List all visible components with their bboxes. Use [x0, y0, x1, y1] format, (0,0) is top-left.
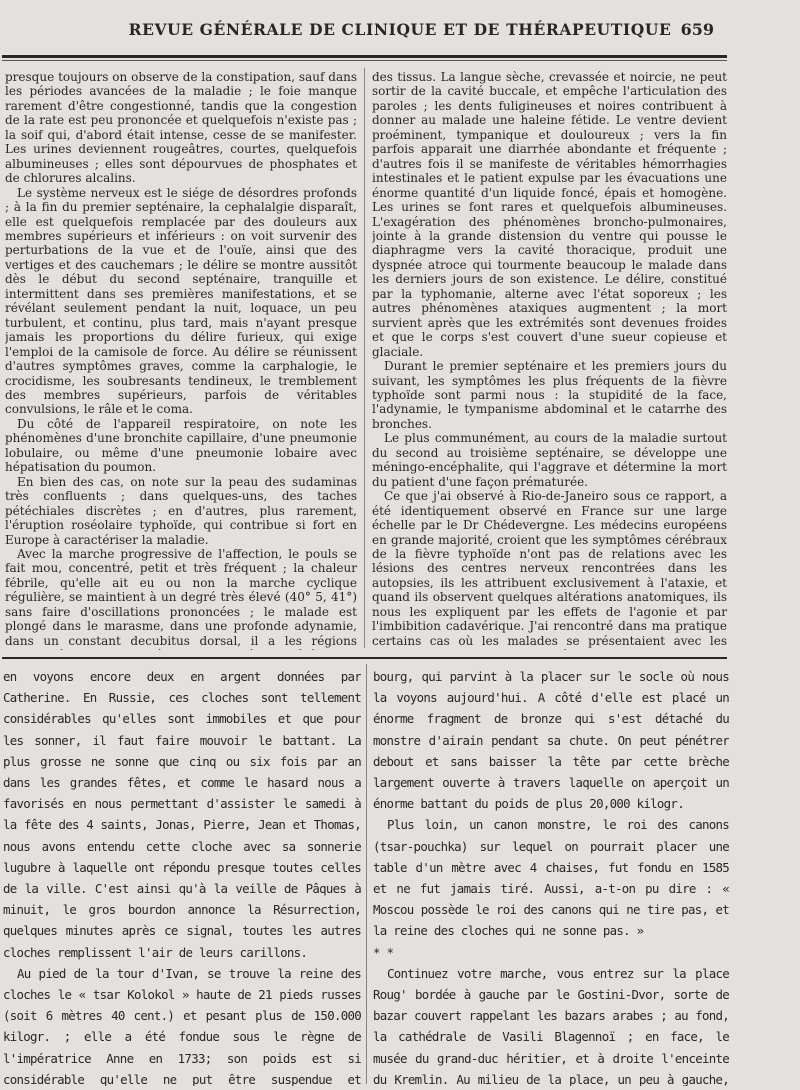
paragraph: Le plus communément, au cours de la maladie surtout du second au troisième septénaire, se développe une méningo-encéphalite, qui l'aggrave et détermine la mort du patient d'une façon prématurée.: [372, 431, 727, 489]
section-separator: * *: [373, 944, 394, 960]
paragraph: en voyons encore deux en argent données par Catherine. En Russie, ces cloches sont tellement considérables qu'elles sont immobiles et que pour les sonner, il faut faire mouvoir le battant. La plus grosse ne sonne que cinq ou six fois par an dans les grandes fêtes, et comme le hasard nous a favorisés en nous permettant d'assister le samedi à la fête des 4 saints, Jonas, Pierre, Jean et Thomas, nous avons entendu cette cloche avec sa sonnerie lugubre à laquelle ont répondu presque toutes celles de la ville. C'est ainsi qu'à la veille de Pâques à minuit, le gros bourdon annonce la Résurrection, quelques minutes après ce signal, toutes les autres cloches remplissent l'air de leurs carillons.: [3, 669, 361, 960]
medical-article-left-column: [5, 70, 357, 650]
running-header: [0, 18, 800, 44]
paragraph: Avec la marche progressive de l'affection, le pouls se fait mou, concentré, petit et très fréquent ; la chaleur fébrile, qu'elle ait eu ou non la marche cyclique régulière, se maintient à un degré très élevé (40° 5, 41°) sans faire d'oscillations prononcées ; le malade est plongé dans le marasme, dans une profonde adynamie, dans un constant decubitus dorsal, il a les régions: [5, 546, 357, 648]
feuilleton-right-column: [373, 666, 729, 1086]
header-rule: [2, 55, 727, 58]
paragraph: Ce que j'ai observé à Rio-de-Janeiro sous ce rapport, a été identiquement observé en France sur une large échelle par le Dr Chédevergne. Les médecins européens en grande majorité, croient que les symptômes cérébraux de la fièvre typhoïde n'ont pas de relations avec les lésions des centres nerveux rencontrées dans les autopsies, ils les attribuent exclusivement à l'ataxie, et quand ils observent quelques altérations anatomiques, ils nous les expliquent par les effets de l'agonie et par l'imbibition cadavérique. J'ai rencontré dans ma pratique certains cas où les malades se présentaient avec les: [372, 489, 727, 648]
paragraph: bourg, qui parvint à la placer sur le socle où nous la voyons aujourd'hui. A côté d'elle est placé un énorme fragment de bronze qui s'est détaché du monstre d'airain pendant sa chute. On peut pénétrer debout et sans baisser la tête par cette brèche largement ouverte à travers laquelle on aperçoit un énorme battant du poids de plus 20,000 kilogr.: [373, 669, 729, 812]
column-divider: [366, 664, 367, 1084]
feuilleton-left-column: [3, 666, 361, 1086]
page-number: 659: [680, 20, 714, 39]
feuilleton-rule: [2, 657, 727, 659]
paragraph: Au pied de la tour d'Ivan, se trouve la reine des cloches le « tsar Kolokol » haute de 21 pieds russes (soit 6 mètres 40 cent.) et pesant plus de 150.000 kilogr. ; elle a été fondue sous le règne de l'impératrice Anne en 1733; son poids est si considérable qu'elle ne put être suspendue et: [3, 965, 361, 1086]
column-divider: [364, 68, 365, 648]
journal-title: REVUE GÉNÉRALE DE CLINIQUE ET DE THÉRAPEUTIQUE: [128, 20, 672, 39]
paragraph: des tissus. La langue sèche, crevassée et noircie, ne peut sortir de la cavité buccale, et empêche l'articulation des paroles ; les dents fuligineuses et noires contribuent à donner au malade une haleine fétide. Le ventre devient proéminent, tympanique et douloureux ; vers la fin parfois apparait une diarrhée abondante et fréquente ; d'autres fois il se manifeste de véritables hémorrhagies intestinales et le patient expulse par les évacuations une énorme quantité d'un liquide foncé, épais et homogène. Les urines se font rares et quelquefois albumineuses. L'exagération des phénomènes broncho-pulmonaires, jointe à la grande distension du ventre qui pousse le diaphragme vers la cavité thoracique, produit une dyspnée atroce qui tourmente beaucoup le malade dans les derniers jours de son existence. Le délire, constitué par la typhomanie, alterne avec l'état soporeux ; les autres phénomènes ataxiques augmentent ; la mort survient après que les extrémités sont devenues froides et que le corps s'est couvert d'une sueur copieuse et glaciale.: [372, 70, 727, 359]
paragraph: En bien des cas, on note sur la peau des sudaminas très confluents ; dans quelques-uns, des taches pétéchiales discrètes ; en d'autres, plus rarement, l'éruption roséolaire typhoïde, qui contribue si fort en Europe à caractériser la maladie.: [5, 474, 357, 547]
paragraph: Durant le premier septénaire et les premiers jours du suivant, les symptômes les plus fréquents de la fièvre typhoïde sont parmi nous : la stupidité de la face, l'adynamie, le tympanisme abdominal et le catarrhe des bronches.: [372, 359, 727, 431]
paragraph: presque toujours on observe de la constipation, sauf dans les périodes avancées de la maladie ; le foie manque rarement d'être congestionné, tandis que la congestion de la rate est peu prononcée et quelquefois n'existe pas ; la soif qui, d'abord était intense, cesse de se manifester. Les urines deviennent rougeâtres, courtes, quelquefois albumineuses ; elles sont dépourvues de phosphates et de chlorures alcalins.: [5, 70, 357, 186]
medical-article-right-column: [372, 70, 727, 650]
paragraph: Continuez votre marche, vous entrez sur la place Roug' bordée à gauche par le Gostini-Dvor, sorte de bazar couvert rappelant les bazars arabes ; au fond, la cathédrale de Vasili Blagennoï ; en face, le musée du grand-duc héritier, et à droite l'enceinte du Kremlin. Au milieu de la place, un peu à gauche,: [373, 965, 729, 1086]
header-rule-thin: [2, 60, 727, 61]
paragraph: Du côté de l'appareil respiratoire, on note les phénomènes d'une bronchite capillaire, d'une pneumonie lobulaire, ou même d'une pneumonie lobaire avec hépatisation du poumon.: [5, 416, 357, 475]
paragraph: Plus loin, un canon monstre, le roi des canons (tsar-pouchka) sur lequel on pourrait placer une table d'un mètre avec 4 chaises, fut fondu en 1585 et ne fut jamais tiré. Aussi, a-t-on pu dire : « Moscou possède le roi des canons qui ne tire pas, et la reine des cloches qui ne sonne pas. »: [373, 817, 729, 939]
paragraph: Le système nerveux est le siége de désordres profonds ; à la fin du premier septénaire, la cephalalgie disparaît, elle est quelquefois remplacée par des douleurs aux membres supérieurs et inférieurs : on voit survenir des perturbations de la vue et de l'ouïe, ainsi que des vertiges et des cauchemars ; le délire se montre aussitôt dès le début du second septénaire, tranquille et intermittent dans ses premières manifestations, et se révélant seulement pendant la nuit, loquace, un peu turbulent, et continu, plus tard, mais n'ayant presque jamais les proportions du délire furieux, qui exige l'emploi de la camisole de force. Au délire se réunissent d'autres symptômes graves, comme la carphalogie, le crocidisme, les soubresants tendineux, le tremblement des membres supérieurs, parfois de véritables convulsions, le râle et le coma.: [5, 185, 357, 417]
